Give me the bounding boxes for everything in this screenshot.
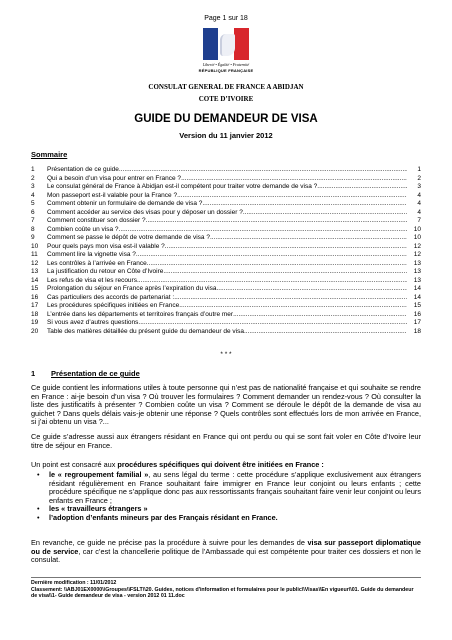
- toc-page-number: 13: [413, 268, 421, 275]
- toc-entry-text[interactable]: Combien coûte un visa ?: [47, 225, 119, 233]
- toc-page-number: 16: [413, 310, 421, 318]
- toc-leader-dots: [243, 209, 407, 218]
- toc-entry-text[interactable]: Comment accéder au service des visas pour y déposer un dossier ?: [47, 208, 243, 216]
- toc-entry-text[interactable]: Pour quels pays mon visa est-il valable ?: [47, 242, 165, 250]
- toc-page-number: 18: [413, 327, 421, 335]
- country-heading: COTE D’IVOIRE: [198, 95, 254, 103]
- page-number: Page 1 sur 18: [204, 15, 248, 22]
- toc-entry-text[interactable]: Cas particuliers des accords de partenariat :: [47, 293, 175, 301]
- toc-row[interactable]: [31, 234, 421, 243]
- toc-page-number: 4: [417, 200, 421, 207]
- toc-number: 12: [31, 259, 39, 267]
- sommaire-heading: Sommaire: [31, 150, 68, 159]
- toc-entry-text[interactable]: Table des matières détaillée du présent guide du demandeur de visa: [47, 327, 244, 335]
- consulat-heading: CONSULAT GENERAL DE FRANCE A ABIDJAN: [148, 83, 304, 91]
- toc-row[interactable]: [31, 277, 421, 286]
- toc-page-number: 10: [413, 225, 421, 233]
- toc-row[interactable]: [31, 243, 421, 252]
- toc-leader-dots: [210, 234, 407, 243]
- toc-leader-dots: [119, 226, 407, 235]
- toc-row[interactable]: [31, 285, 421, 294]
- toc-entry-text[interactable]: Comment se passe le dépôt de votre demande de visa ?: [47, 234, 210, 241]
- toc-row[interactable]: [31, 166, 421, 175]
- toc-row[interactable]: [31, 209, 421, 218]
- toc-page-number: 14: [413, 293, 421, 301]
- section-title: Présentation de ce guide: [51, 369, 140, 378]
- toc-entry-text[interactable]: Les contrôles à l’arrivée en France: [47, 259, 147, 267]
- toc-row[interactable]: [31, 175, 421, 184]
- toc-number: 5: [31, 200, 35, 207]
- document-version: Version du 11 janvier 2012: [179, 131, 273, 140]
- procedures-list: [31, 471, 421, 523]
- paragraph-intro: Ce guide contient les informations utiles à toute personne qui n’est pas de nationalité française et qui souhaite se rendre en France : ai-je besoin d’un visa ? Où trouver les formulaires ? Comment demander un rendez-vous ? Où consulter la liste des justificatifs à présenter ? Combien coûte un visa ? Comment se déroule le dépôt de la demande de visa au guichet ? Dans quels délais vais-je obtenir une réponse ? Quels contrôles sont effectués lors de mon arrivée en France, si j’ai obtenu un visa ?...: [31, 383, 421, 427]
- toc-number: 20: [31, 327, 39, 335]
- list-item: • le « regroupement familial », au sens légal du terme : cette procédure s’applique exclusivement aux étrangers résidant régulièrement en France souhaitant faire immigrer en France leur conjoint ou leurs enfants ; cette procédure spécifique ne s’applique donc pas aux ressortissants français souhaitant faire venir leur conjoint ou leurs enfants en France ;: [37, 470, 422, 505]
- toc-page-number: 2: [417, 174, 421, 182]
- toc-row[interactable]: [31, 302, 421, 311]
- toc-page-number: 4: [417, 208, 421, 216]
- toc-entry-text[interactable]: Comment obtenir un formulaire de demande de visa ?: [47, 200, 203, 207]
- toc-page-number: 7: [417, 217, 421, 224]
- toc-entry-text[interactable]: Mon passeport est-il valable pour la France ?: [47, 191, 178, 199]
- toc-number: 6: [31, 208, 35, 216]
- toc-entry-text[interactable]: Qui a besoin d’un visa pour entrer en France ?: [47, 174, 182, 182]
- diplomatic-emphasis: visa sur passeport diplomatique ou de service: [31, 538, 421, 556]
- toc-leader-dots: [181, 175, 407, 184]
- toc-row[interactable]: [31, 328, 421, 337]
- paragraph-procedures: Un point est consacré aux procédures spécifiques qui doivent être initiées en France :: [31, 460, 324, 469]
- toc-number: 4: [31, 191, 35, 199]
- toc-row[interactable]: [31, 319, 421, 328]
- toc-number: 13: [31, 268, 39, 275]
- toc-leader-dots: [216, 285, 407, 294]
- toc-leader-dots: [244, 328, 407, 337]
- toc-row[interactable]: [31, 183, 421, 192]
- toc-page-number: 10: [413, 234, 421, 241]
- toc-row[interactable]: [31, 251, 421, 260]
- table-of-contents: [31, 166, 421, 336]
- list-item: • l’adoption d’enfants mineurs par des Français résidant en France.: [37, 512, 278, 522]
- toc-leader-dots: [138, 319, 407, 328]
- toc-page-number: 12: [413, 251, 421, 258]
- toc-number: 3: [31, 183, 35, 190]
- toc-leader-dots: [317, 183, 407, 192]
- toc-row[interactable]: [31, 311, 421, 320]
- section-number: 1: [31, 369, 36, 378]
- toc-number: 17: [31, 302, 39, 309]
- toc-row[interactable]: [31, 260, 421, 269]
- toc-row[interactable]: [31, 226, 421, 235]
- toc-entry-text[interactable]: Présentation de ce guide: [47, 166, 119, 173]
- toc-page-number: 17: [413, 319, 421, 326]
- toc-leader-dots: [163, 268, 407, 277]
- toc-page-number: 12: [413, 242, 421, 250]
- toc-entry-text[interactable]: Comment lire la vignette visa ?: [47, 251, 136, 258]
- toc-leader-dots: [136, 251, 407, 260]
- procedures-emphasis: procédures spécifiques qui doivent être initiées en France :: [117, 460, 324, 469]
- footer-modified: Dernière modification : 11/01/2012: [31, 580, 117, 586]
- toc-leader-dots: [119, 166, 407, 175]
- toc-number: 14: [31, 276, 39, 284]
- toc-number: 8: [31, 225, 35, 233]
- toc-row[interactable]: [31, 268, 421, 277]
- toc-number: 1: [31, 166, 35, 173]
- toc-number: 16: [31, 293, 39, 301]
- paragraph-diplomatic: En revanche, ce guide ne précise pas la procédure à suivre pour les demandes de visa sur passeport diplomatique ou de service, car c’est la chancellerie politique de l’Ambassade qui est compétente pour traiter ces dossiers et non le consulat.: [31, 538, 421, 565]
- flag-marianne-icon: [203, 28, 249, 60]
- toc-number: 7: [31, 217, 35, 224]
- republique-francaise-logo: [196, 28, 256, 80]
- section-heading: [31, 369, 140, 378]
- toc-page-number: 4: [417, 191, 421, 199]
- toc-entry-text[interactable]: Si vous avez d’autres questions: [47, 319, 139, 326]
- toc-leader-dots: [179, 302, 407, 311]
- document-title: GUIDE DU DEMANDEUR DE VISA: [134, 113, 318, 125]
- toc-page-number: 15: [413, 302, 421, 309]
- toc-row[interactable]: [31, 200, 421, 209]
- toc-number: 11: [31, 251, 38, 258]
- footer: [31, 580, 421, 600]
- toc-entry-text[interactable]: Prolongation du séjour en France après l’expiration du visa: [47, 285, 217, 292]
- toc-leader-dots: [174, 294, 407, 303]
- toc-page-number: 14: [413, 285, 421, 292]
- toc-number: 15: [31, 285, 39, 292]
- toc-entry-text[interactable]: La justification du retour en Côte d’Ivoire: [47, 268, 164, 275]
- footer-path: Classement: \\ABJ01EX0000\\Groupes\\FSLT\\20. Guides, notices d'information et formulaires pour le public\\Visas\\En vigueur\\01. Guide du demandeur de visa\\1- Guide demandeur de visa - version 2012 01 11.doc: [31, 586, 414, 600]
- toc-entry-text[interactable]: Les procédures spécifiques initiées en France: [47, 302, 180, 309]
- list-item: • les « travailleurs étrangers »: [37, 504, 148, 514]
- toc-number: 9: [31, 234, 35, 241]
- toc-row[interactable]: [31, 294, 421, 303]
- toc-leader-dots: [165, 243, 407, 252]
- logo-republique: RÉPUBLIQUE FRANÇAISE: [198, 68, 254, 73]
- toc-leader-dots: [233, 311, 407, 320]
- toc-leader-dots: [137, 277, 407, 286]
- toc-leader-dots: [146, 217, 407, 226]
- toc-entry-text[interactable]: Le consulat général de France à Abidjan est-il compétent pour traiter votre demande de visa ?: [47, 183, 318, 190]
- toc-page-number: 1: [417, 166, 421, 173]
- logo-motto: Liberté • Égalité • Fraternité: [202, 62, 250, 67]
- toc-number: 18: [31, 310, 39, 318]
- toc-entry-text[interactable]: L’entrée dans les départements et territoires français d’outre mer: [47, 310, 234, 318]
- toc-leader-dots: [202, 200, 407, 209]
- toc-leader-dots: [147, 260, 407, 269]
- toc-number: 2: [31, 174, 35, 182]
- toc-entry-text[interactable]: Comment constituer son dossier ?: [47, 217, 146, 224]
- toc-page-number: 13: [413, 259, 421, 267]
- toc-row[interactable]: [31, 217, 421, 226]
- toc-entry-text[interactable]: Les refus de visa et les recours: [47, 276, 137, 284]
- toc-number: 10: [31, 242, 39, 250]
- toc-leader-dots: [177, 192, 407, 201]
- separator: * * *: [220, 351, 232, 358]
- paragraph-residents: Ce guide s’adresse aussi aux étrangers résidant en France qui ont perdu ou qui se sont fait voler en Côte d’Ivoire leur titre de séjour en France.: [31, 432, 421, 450]
- footer-divider: [31, 577, 421, 578]
- toc-number: 19: [31, 319, 39, 326]
- toc-page-number: 3: [417, 183, 421, 190]
- toc-row[interactable]: [31, 192, 421, 201]
- toc-page-number: 13: [413, 276, 421, 284]
